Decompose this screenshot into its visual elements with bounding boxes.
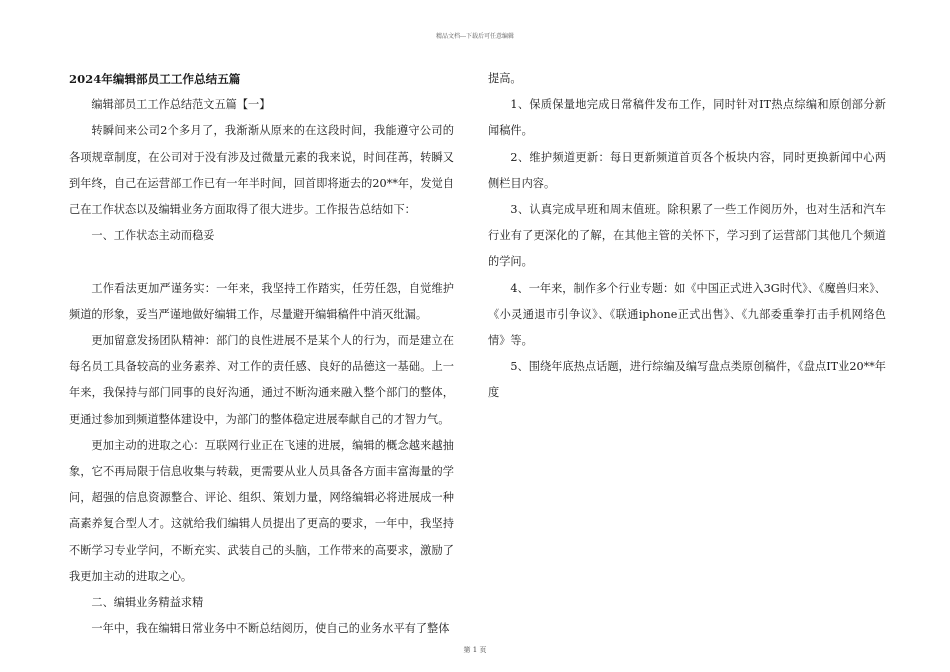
section-heading-1: 一、工作状态主动而稳妥 bbox=[91, 229, 215, 243]
list-item: 5、围绕年底热点话题，进行综编及编写盘点类原创稿件，《盘点IT业20**年度 bbox=[488, 360, 886, 400]
continued-text: 提高。 bbox=[488, 72, 522, 85]
list-item: 4、一年来，制作多个行业专题：如《中国正式进入3G时代》、《魔兽归来》、《小灵通退市引争议》、《联通iphone正式出售》、《九部委重拳打击手机网络色情》等。 bbox=[488, 281, 886, 348]
page-number: 第 1 页 bbox=[463, 646, 487, 654]
paragraph-1: 工作看法更加严谨务实：一年来，我坚持工作踏实，任劳任怨，自觉维护频道的形象，妥当严谨地做好编辑工作，尽量避开编辑稿件中消灭纰漏。 bbox=[69, 281, 454, 321]
paragraph-2: 更加留意发扬团队精神：部门的良性进展不是某个人的行为，而是建立在每名员工具备较高的业务素养、对工作的责任感、良好的品德这一基础。上一年来，我保持与部门同事的良好沟通，通过不断沟通来融入整个部门的整体，更通过参加到频道整体建设中，为部门的整体稳定进展奉献自己的才智力气。 bbox=[69, 334, 454, 426]
paragraph-3: 更加主动的进取之心：互联网行业正在飞速的进展，编辑的概念越来越抽象，它不再局限于信息收集与转载，更需要从业人员具备各方面丰富海量的学问，超强的信息资源整合、评论、组织、策划力量，网络编辑必将进展成一种高素养复合型人才。这就给我们编辑人员提出了更高的要求，一年中，我坚持不断学习专业学问，不断充实、武装自己的头脑，工作带来的高要求，激励了我更加主动的进取之心。 bbox=[69, 438, 454, 583]
list-item: 3、认真完成早班和周末值班。除积累了一些工作阅历外，也对生活和汽车行业有了更深化的了解，在其他主管的关怀下，学习到了运营部门其他几个频道的学问。 bbox=[488, 203, 886, 269]
document-subtitle: 编辑部员工工作总结范文五篇【一】 bbox=[91, 98, 271, 112]
page-header: 精品文档---下载后可任意编辑 bbox=[435, 33, 515, 40]
right-column bbox=[488, 66, 886, 407]
paragraph-4: 一年中，我在编辑日常业务中不断总结阅历，使自己的业务水平有了整体 bbox=[91, 622, 450, 636]
document-title: 2024年编辑部员工工作总结五篇 bbox=[69, 72, 241, 86]
left-column bbox=[69, 66, 454, 642]
list-item: 2、维护频道更新：每日更新频道首页各个板块内容，同时更换新闻中心两侧栏目内容。 bbox=[488, 150, 886, 190]
list-item: 1、保质保量地完成日常稿件发布工作，同时针对IT热点综编和原创部分新闻稿件。 bbox=[488, 98, 886, 138]
intro-paragraph: 转瞬间来公司2个多月了，我渐渐从原来的在这段时间，我能遵守公司的各项规章制度，在公司对于没有涉及过微量元素的我来说，时间荏苒，转瞬又到年终，自己在运营部工作已有一年半时间，回首即将逝去的20**年，发觉自己在工作状态以及编辑业务方面取得了很大进步。工作报告总结如下： bbox=[69, 124, 454, 217]
blank-line bbox=[69, 249, 454, 275]
section-heading-2: 二、编辑业务精益求精 bbox=[91, 596, 204, 610]
